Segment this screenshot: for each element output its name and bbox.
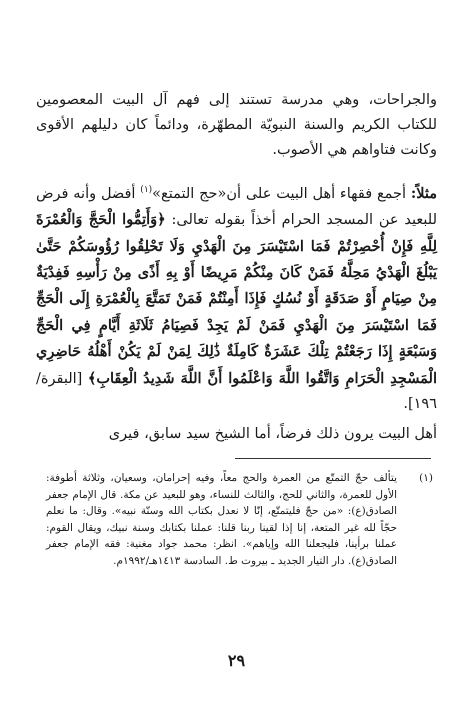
quran-verse: ﴿وَأَتِمُّوا الْحَجَّ وَالْعُمْرَةَ لِلَّهِ فَإِنْ أُحْصِرْتُمْ فَمَا اسْتَيْسَرَ مِنَ الْهَدْيِ وَلَا تَحْلِقُوا رُؤُوسَكُمْ حَتَّىٰ يَبْلُغَ الْهَدْيُ مَحِلَّهُ فَمَنْ كَانَ مِنْكُمْ مَرِيضًا أَوْ بِهِ أَذًى مِنْ رَأْسِهِ فَفِدْيَةٌ مِنْ صِيَامٍ أَوْ صَدَقَةٍ أَوْ نُسُكٍ فَإِذَا أَمِنْتُمْ فَمَنْ تَمَتَّعَ بِالْعُمْرَةِ إِلَى الْحَجِّ فَمَا اسْتَيْسَرَ مِنَ الْهَدْيِ فَمَنْ لَمْ يَجِدْ فَصِيَامُ ثَلَاثَةِ أَيَّامٍ فِي الْحَجِّ وَسَبْعَةٍ إِذَا رَجَعْتُمْ تِلْكَ عَشَرَةٌ كَامِلَةٌ ذَٰلِكَ لِمَنْ لَمْ يَكُنْ أَهْلُهُ حَاضِرِي الْمَسْجِدِ الْحَرَامِ وَاتَّقُوا اللَّهَ وَاعْلَمُوا أَنَّ اللَّهَ شَدِيدُ الْعِقَابِ﴾ bbox=[36, 211, 437, 387]
page-number: ٢٩ bbox=[227, 651, 246, 670]
example-label: مثلاً: bbox=[410, 184, 438, 202]
footnote-number: (١) bbox=[419, 472, 433, 484]
footnote-reference: (١) bbox=[140, 185, 153, 195]
footnote-text: يتألف حجّ التمتّع من العمرة والحج معاً، وفيه إحرامان، وسعيان، وثلاثة أطوفة: الأول للعمرة، والثاني للحج، والثالث للنساء، وهو للبعيد عن مكة. قال الإمام جعفر الصادق(ع): «من حجّ فليتمتّع، إنّا لا نعدل بكتاب الله وسنّة نبيه». وقال: ما نعلم حجّاً لله غير المتعة، إنا إذا لقينا ربنا قلنا: عملنا بكتابك وسنة نبيك، ويقال القوم: عملنا برأينا، فليجعلنا الله وإياهم». انظر: محمد جواد مغنية: فقه الإمام جعفر الصادق(ع). دار التيار الجديد ـ بيروت ط. السادسة ١٤١٣هـ/١٩٩٢م. bbox=[46, 472, 397, 567]
paragraph-1: والجراحات، وهي مدرسة تستند إلى فهم آل البيت المعصومين للكتاب الكريم والسنة النبويّة المطهّرة، ودائماً كان دليلهم الأقوى وكانت فتاواهم هي الأصوب. bbox=[36, 92, 437, 158]
paragraph-2-intro: أجمع فقهاء أهل البيت على أن«حج التمتع» bbox=[152, 185, 407, 202]
verse-citation: [البقرة/ ١٩٦]. bbox=[36, 370, 437, 413]
paragraph-2 bbox=[36, 178, 437, 417]
footnote bbox=[46, 470, 433, 570]
paragraph-2-rest: أفضل وأنه فرض للبعيد عن المسجد الحرام أخذاً بقوله تعالى: bbox=[36, 185, 437, 229]
footnote-divider bbox=[235, 458, 431, 459]
paragraph-3: أهل البيت يرون ذلك فرضاً، أما الشيخ سيد سابق، فيرى bbox=[108, 426, 437, 442]
